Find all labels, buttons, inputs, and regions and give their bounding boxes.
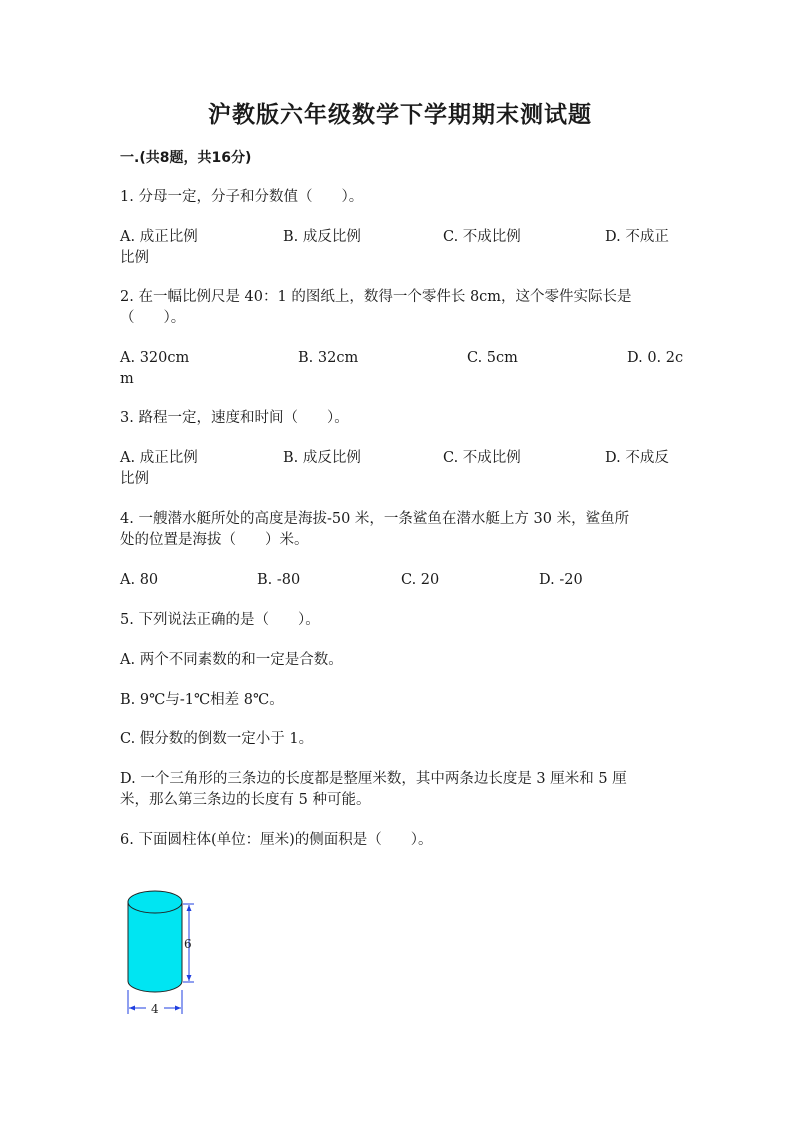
q4-option-b[interactable]: B. -80 (257, 572, 301, 588)
question-4-stem-line1: 4. 一艘潜水艇所处的高度是海拔-50 米，一条鲨鱼在潜水艇上方 30 米，鲨鱼所 (120, 511, 630, 527)
diameter-label: 4 (151, 1002, 159, 1016)
question-6-stem: 6. 下面圆柱体(单位：厘米)的侧面积是（ ）。 (120, 832, 433, 848)
q5-option-d[interactable]: D. 一个三角形的三条边的长度都是整厘米数，其中两条边长度是 3 厘米和 5 厘 (120, 771, 627, 787)
question-3-stem: 3. 路程一定，速度和时间（ ）。 (120, 410, 349, 426)
q4-option-c[interactable]: C. 20 (401, 572, 440, 588)
cylinder-top (128, 891, 182, 913)
cylinder-body (128, 902, 182, 992)
cylinder-figure (118, 878, 208, 1020)
q2-option-d[interactable]: D. 0. 2c (627, 350, 684, 366)
q5-option-c[interactable]: C. 假分数的倒数一定小于 1。 (120, 731, 314, 747)
question-2-stem-line1: 2. 在一幅比例尺是 40：1 的图纸上，数得一个零件长 8cm，这个零件实际长是 (120, 289, 632, 305)
height-label: 6 (184, 937, 192, 951)
q1-option-d[interactable]: D. 不成正 (605, 229, 669, 245)
q4-option-d[interactable]: D. -20 (539, 572, 583, 588)
question-1-stem: 1. 分母一定，分子和分数值（ ）。 (120, 189, 364, 205)
page-title: 沪教版六年级数学下学期期末测试题 (208, 102, 592, 128)
q1-option-b[interactable]: B. 成反比例 (283, 229, 361, 245)
q4-option-a[interactable]: A. 80 (120, 572, 159, 588)
question-2-stem-line2: （ ）。 (120, 310, 186, 326)
q3-option-b[interactable]: B. 成反比例 (283, 450, 361, 466)
q2-option-b[interactable]: B. 32cm (298, 350, 359, 366)
q2-option-c[interactable]: C. 5cm (467, 350, 518, 366)
q1-option-d-wrap: 比例 (120, 250, 149, 266)
q1-option-c[interactable]: C. 不成比例 (443, 229, 521, 245)
q2-option-a[interactable]: A. 320cm (120, 350, 190, 366)
q5-option-d-wrap: 米，那么第三条边的长度有 5 种可能。 (120, 792, 371, 808)
q3-option-d[interactable]: D. 不成反 (605, 450, 669, 466)
question-4-stem-line2: 处的位置是海拔（ ）米。 (120, 532, 309, 548)
q3-option-c[interactable]: C. 不成比例 (443, 450, 521, 466)
section-heading: 一.(共8题，共16分) (120, 150, 252, 166)
q3-option-d-wrap: 比例 (120, 471, 149, 487)
q5-option-a[interactable]: A. 两个不同素数的和一定是合数。 (120, 652, 343, 668)
q2-option-d-wrap: m (120, 371, 134, 387)
q3-option-a[interactable]: A. 成正比例 (120, 450, 198, 466)
question-5-stem: 5. 下列说法正确的是（ ）。 (120, 612, 320, 628)
q1-option-a[interactable]: A. 成正比例 (120, 229, 198, 245)
q5-option-b[interactable]: B. 9℃与-1℃相差 8℃。 (120, 692, 284, 708)
